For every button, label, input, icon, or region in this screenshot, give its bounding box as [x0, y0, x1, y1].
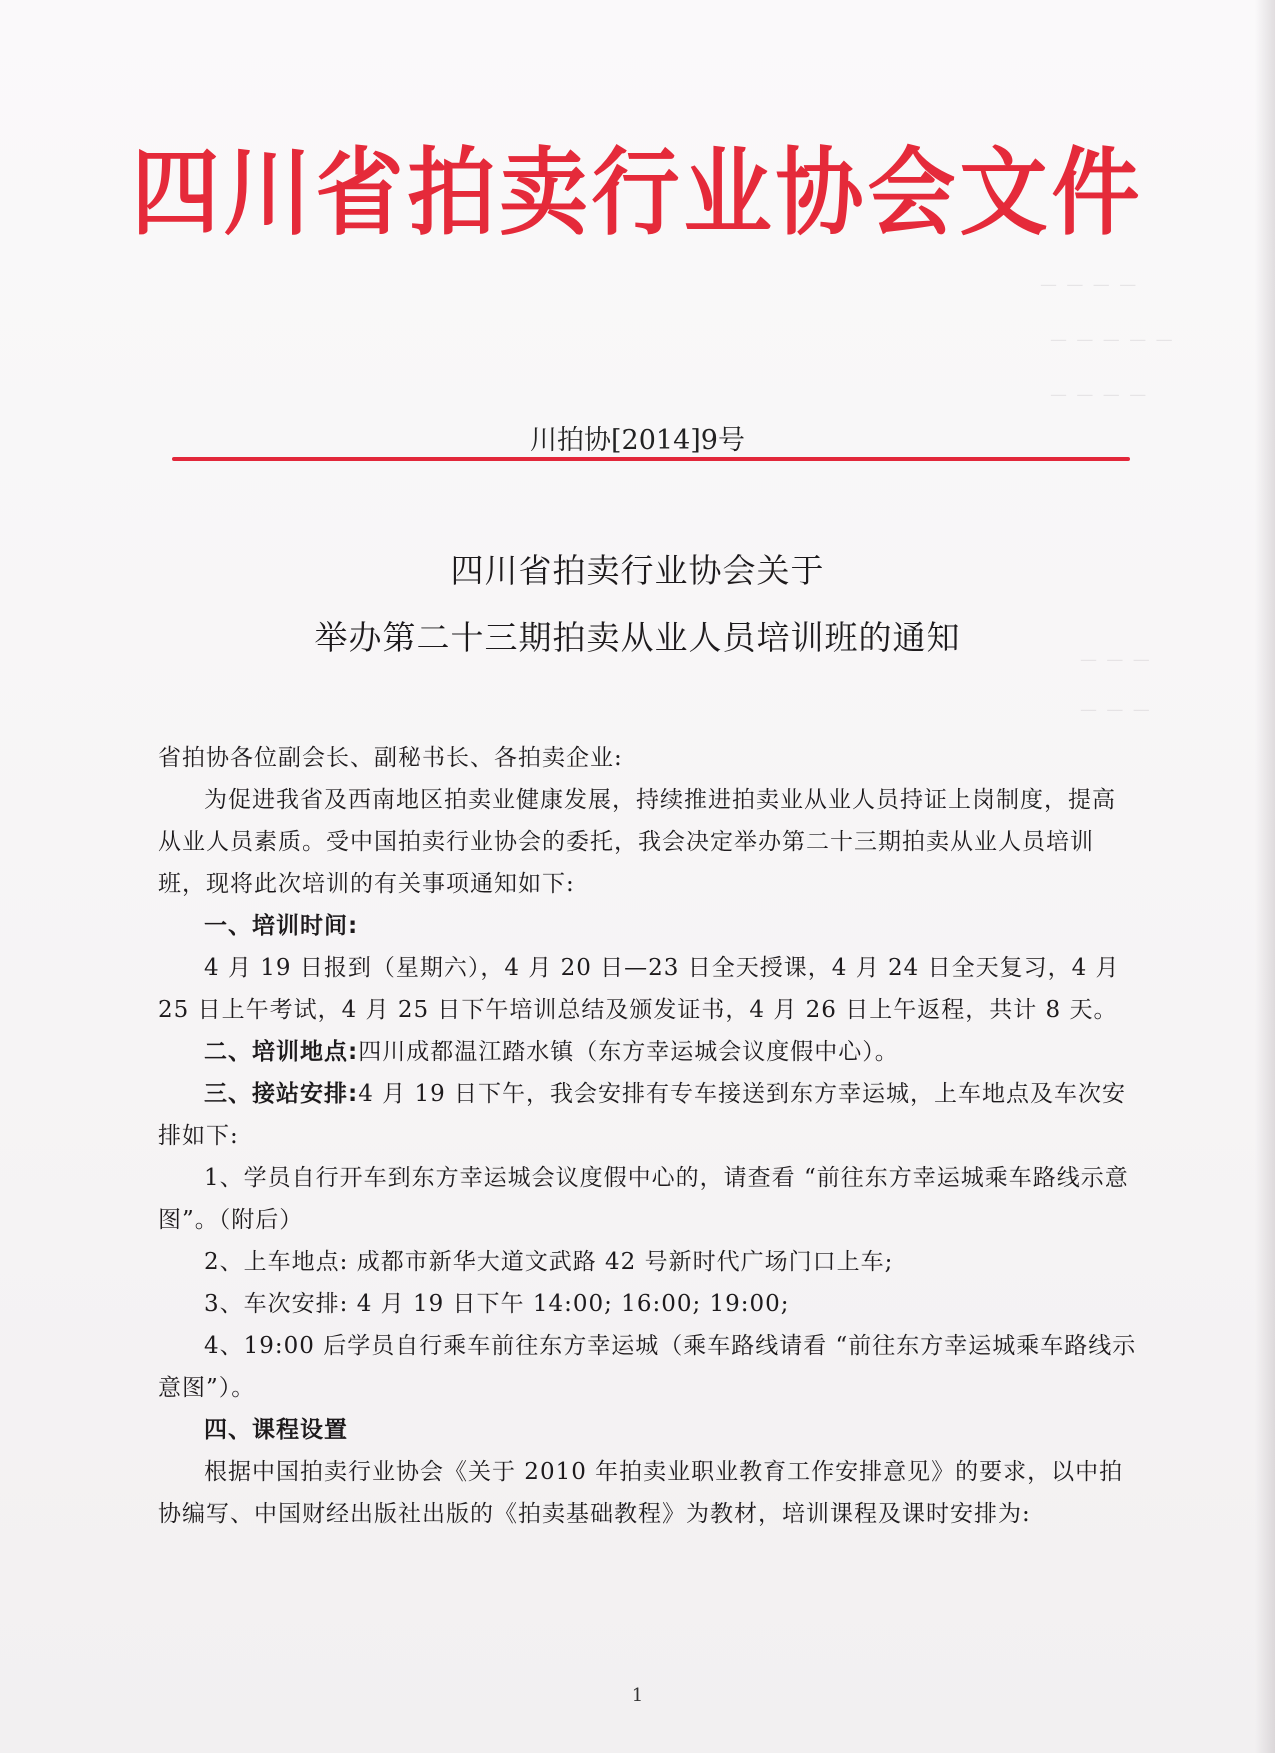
- pickup-item-4: 4、19:00 后学员自行乘车前往东方幸运城（乘车路线请看 “前往东方幸运城乘车路线示意图”）。: [158, 1333, 1137, 1401]
- show-through-text: — — — —: [1050, 385, 1149, 405]
- notice-body: [158, 737, 1138, 1535]
- salutation: 省拍协各位副会长、副秘书长、各拍卖企业:: [158, 745, 623, 771]
- section-curriculum-heading: 四、课程设置: [204, 1417, 348, 1443]
- page-number: 1: [631, 1685, 644, 1706]
- show-through-text: — — —: [1080, 650, 1152, 670]
- document-number: 川拍协[2014]9号: [530, 425, 745, 456]
- show-through-text: — — —: [1080, 700, 1152, 720]
- pickup-item-3: 3、车次安排: 4 月 19 日下午 14:00; 16:00; 19:00;: [204, 1291, 790, 1317]
- section-training-time-text: 4 月 19 日报到（星期六），4 月 20 日—23 日全天授课，4 月 24 日全天复习，4 月 25 日上午考试，4 月 25 日下午培训总结及颁发证书，4 月 26 日上午返程，共计 8 天。: [158, 955, 1120, 1023]
- section-curriculum-text: 根据中国拍卖行业协会《关于 2010 年拍卖业职业教育工作安排意见》的要求，以中拍协编写、中国财经出版社出版的《拍卖基础教程》为教材，培训课程及课时安排为:: [158, 1459, 1124, 1527]
- section-pickup-text: 4 月 19 日下午，我会安排有专车接送到东方幸运城，上车地点及车次安排如下:: [158, 1081, 1127, 1149]
- section-pickup-heading: 三、接站安排:: [204, 1081, 359, 1107]
- section-training-location-heading: 二、培训地点:: [204, 1039, 359, 1065]
- org-document-header: 四川省拍卖行业协会文件: [131, 135, 1144, 249]
- intro-paragraph: 为促进我省及西南地区拍卖业健康发展，持续推进拍卖业从业人员持证上岗制度，提高从业人员素质。受中国拍卖行业协会的委托，我会决定举办第二十三期拍卖从业人员培训班，现将此次培训的有关事项通知如下:: [158, 787, 1116, 897]
- show-through-text: — — — — —: [1050, 330, 1175, 350]
- notice-title-line1: 四川省拍卖行业协会关于: [450, 551, 825, 590]
- show-through-text: — — — —: [1040, 275, 1139, 295]
- scan-edge-shadow: [1255, 0, 1275, 1753]
- pickup-item-2: 2、上车地点: 成都市新华大道文武路 42 号新时代广场门口上车;: [204, 1249, 894, 1275]
- notice-title-line2: 举办第二十三期拍卖从业人员培训班的通知: [314, 618, 961, 657]
- section-training-time-heading: 一、培训时间:: [204, 913, 359, 939]
- red-divider-line: [172, 457, 1130, 461]
- section-training-location-text: 四川成都温江踏水镇（东方幸运城会议度假中心）。: [358, 1039, 899, 1065]
- pickup-item-1: 1、学员自行开车到东方幸运城会议度假中心的，请查看 “前往东方幸运城乘车路线示意图”。（附后）: [158, 1165, 1129, 1233]
